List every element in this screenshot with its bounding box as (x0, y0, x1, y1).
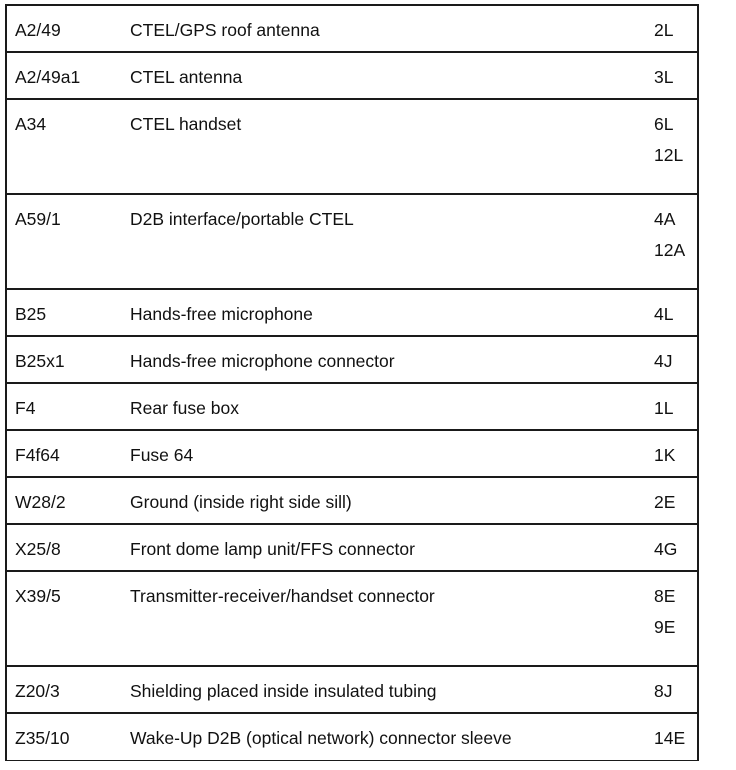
grid-location-value: 4A (654, 209, 676, 229)
component-description: Hands-free microphone connector (130, 351, 395, 371)
component-code: A2/49a1 (15, 67, 81, 87)
grid-location (654, 299, 673, 330)
grid-location-value: 8J (654, 681, 673, 701)
component-description: Front dome lamp unit/FFS connector (130, 539, 415, 559)
grid-location (654, 62, 673, 93)
grid-location-value: 4L (654, 304, 674, 324)
table-row (7, 290, 697, 337)
grid-location-value: 8E (654, 586, 676, 606)
component-description: CTEL antenna (130, 67, 243, 87)
component-description: Shielding placed inside insulated tubing (130, 681, 437, 701)
component-code: Z20/3 (15, 681, 60, 701)
component-code: A59/1 (15, 209, 61, 229)
table-row (7, 431, 697, 478)
grid-location (654, 723, 685, 754)
grid-location (654, 534, 677, 565)
component-code: F4f64 (15, 445, 60, 465)
table-row (7, 714, 697, 761)
component-code: B25 (15, 304, 47, 324)
component-description: CTEL handset (130, 114, 242, 134)
grid-location-value: 14E (654, 728, 686, 748)
component-code: A34 (15, 114, 47, 134)
grid-location-value: 12L (654, 145, 684, 165)
component-code: B25x1 (15, 351, 65, 371)
component-table (5, 4, 699, 761)
table-row (7, 572, 697, 667)
table-row (7, 525, 697, 572)
component-description: D2B interface/portable CTEL (130, 209, 354, 229)
component-description: Ground (inside right side sill) (130, 492, 352, 512)
grid-location-value: 4G (654, 539, 678, 559)
table-row (7, 100, 697, 195)
grid-location-value: 9E (654, 617, 676, 637)
component-code: X25/8 (15, 539, 61, 559)
component-description: Hands-free microphone (130, 304, 313, 324)
grid-location (654, 393, 673, 424)
grid-location (654, 487, 675, 518)
grid-location-value: 2L (654, 20, 674, 40)
grid-location (654, 581, 675, 643)
table-row (7, 667, 697, 714)
grid-location (654, 346, 672, 377)
component-description: CTEL/GPS roof antenna (130, 20, 320, 40)
grid-location-value: 1L (654, 398, 674, 418)
grid-location-value: 4J (654, 351, 673, 371)
grid-location-value: 2E (654, 492, 676, 512)
table-row (7, 337, 697, 384)
component-code: X39/5 (15, 586, 61, 606)
grid-location (654, 15, 673, 46)
component-code: Z35/10 (15, 728, 70, 748)
table-row (7, 53, 697, 100)
component-code: A2/49 (15, 20, 61, 40)
table-row (7, 195, 697, 290)
component-description: Fuse 64 (130, 445, 194, 465)
grid-location (654, 109, 683, 171)
grid-location (654, 440, 675, 471)
grid-location-value: 12A (654, 240, 686, 260)
grid-location (654, 676, 672, 707)
table-row (7, 6, 697, 53)
grid-location (654, 204, 685, 266)
grid-location-value: 1K (654, 445, 676, 465)
component-code: W28/2 (15, 492, 66, 512)
grid-location-value: 3L (654, 67, 674, 87)
component-description: Wake-Up D2B (optical network) connector sleeve (130, 728, 512, 748)
component-description: Rear fuse box (130, 398, 239, 418)
component-description: Transmitter-receiver/handset connector (130, 586, 435, 606)
table-row (7, 478, 697, 525)
table-row (7, 384, 697, 431)
component-code: F4 (15, 398, 36, 418)
grid-location-value: 6L (654, 114, 674, 134)
